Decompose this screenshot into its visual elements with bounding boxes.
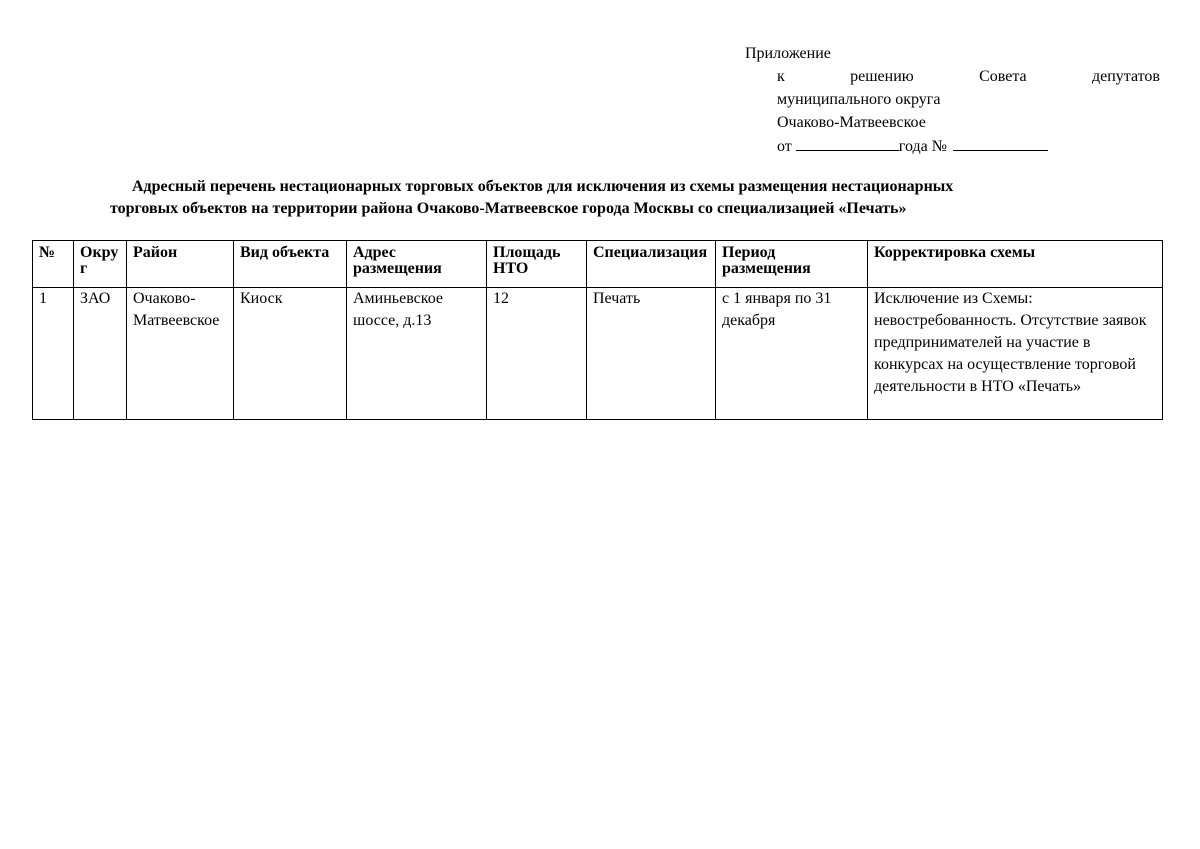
appendix-date-line <box>745 134 1160 158</box>
cell-area: 12 <box>487 288 587 420</box>
header-num: № <box>33 241 74 288</box>
header-area: Площадь НТО <box>487 241 587 288</box>
number-blank <box>953 134 1048 151</box>
cell-period: с 1 января по 31 декабря <box>716 288 868 420</box>
appendix-label: Приложение <box>745 45 831 62</box>
appendix-decision-line <box>745 65 1160 88</box>
header-specialization: Специализация <box>587 241 716 288</box>
header-period: Период размещения <box>716 241 868 288</box>
cell-type: Киоск <box>234 288 347 420</box>
cell-num: 1 <box>33 288 74 420</box>
date-blank <box>796 134 899 151</box>
cell-district: Очаково-Матвеевское <box>127 288 234 420</box>
cell-address: Аминьевское шоссе, д.13 <box>347 288 487 420</box>
appendix-from: от <box>777 138 792 155</box>
header-address: Адрес размещения <box>347 241 487 288</box>
title-line-1: Адресный перечень нестационарных торговых объектов для исключения из схемы размещения нестационарных <box>132 178 954 195</box>
appendix-word-k: к <box>777 68 785 85</box>
appendix-block <box>745 42 1160 158</box>
header-okrug: Округ <box>74 241 127 288</box>
header-district: Район <box>127 241 234 288</box>
table-header-row <box>33 241 1163 288</box>
document-title <box>40 176 1160 220</box>
appendix-word-decision: решению <box>850 68 914 85</box>
appendix-municipal-district: муниципального округа <box>777 91 941 108</box>
table-row <box>33 288 1163 420</box>
cell-specialization: Печать <box>587 288 716 420</box>
appendix-word-council: Совета <box>979 68 1027 85</box>
cell-okrug: ЗАО <box>74 288 127 420</box>
appendix-word-deputies: депутатов <box>1091 68 1160 85</box>
nto-table <box>32 240 1163 420</box>
appendix-year-number: года № <box>898 138 947 155</box>
title-line-2: торговых объектов на территории района Очаково-Матвеевское города Москвы со специализацией «Печать» <box>110 200 907 217</box>
header-type: Вид объекта <box>234 241 347 288</box>
cell-correction: Исключение из Схемы: невостребованность. Отсутствие заявок предпринимателей на участие в конкурсах на осуществление торговой деятельности в НТО «Печать» <box>868 288 1163 420</box>
appendix-district-name: Очаково-Матвеевское <box>777 114 926 131</box>
header-correction: Корректировка схемы <box>868 241 1163 288</box>
